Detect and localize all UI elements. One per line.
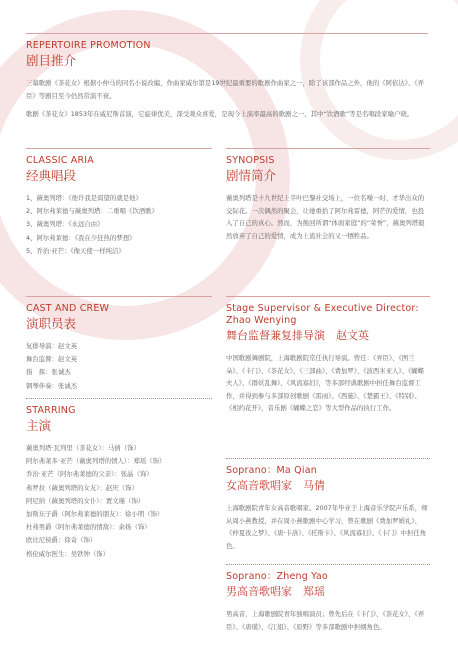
crew-item: 舞台监督：赵文英 (26, 355, 78, 364)
director-section (226, 296, 430, 415)
synopsis-text: 薇奥列塔是十九世纪上半叶巴黎社交场上，一位名噪一时、才华出众的交际花。一次偶然的聚会，让她重拾了阿尔弗雷德，阿芒的爱情，也投入了自己的真心。然而，为挽回所谓“体面家庭”的“荣誉”，薇奥列塔毅然放弃了自己的爱情，成为上流社会的又一牺牲品。 (226, 194, 425, 240)
aria-item: 1、薇奥列塔：《他许我是渴望的就是他》 (26, 194, 142, 202)
aria-item: 2、阿尔弗莱德与薇奥列塔：二重唱《饮酒歌》 (26, 207, 158, 216)
repertoire-title-en: REPERTOIRE PROMOTION (26, 40, 151, 51)
divider (226, 296, 430, 297)
tenor-title-en: Soprano：Zheng Yao (226, 571, 328, 582)
soprano-text: 上海歌剧院青年女高音歌唱家。2007年毕业于上海音乐学院声乐系，师从周小燕教授，并在周小燕歌剧中心学习，曾在歌剧《费加罗婚礼》、《仲夏夜之梦》、《唐·卡洛》、《托斯卡》、《风流寡妇》、《卡门》中担任角色。 (226, 504, 428, 550)
divider (26, 398, 212, 399)
repertoire-title-cn: 剧目推介 (26, 53, 77, 68)
tenor-text: 男高音，上海歌剧院青年独唱演员；曾先后在《卡门》、《茶花女》、《弄臣》、《唐璜》、《江姐》、《原野》等多部歌剧中担纲角色。 (226, 610, 425, 631)
repertoire-paragraph: 三幕歌剧《茶花女》根据小仲马的同名小说改编，作曲家威尔第是19世纪最重要的歌剧作曲家之一，除了该部作品之外，他的《阿依达》、《弄臣》等剧目至今仍然常演不衰。 (26, 79, 424, 100)
crew-item: 复排导演：赵文英 (26, 342, 78, 350)
cast-item: 薇奥列塔·瓦列里（茶花女）：马倩（饰） (26, 444, 140, 452)
tenor-title-cn: 男高音歌唱家 郑瑶 (226, 585, 325, 598)
divider (26, 148, 212, 149)
repertoire-paragraph: 歌剧《茶花女》1853年在威尼斯首演，它旋律优美，深受观众喜爱，是现今上演率最高的歌剧之一，其中“饮酒歌”等是名唱段家喻户晓。 (26, 110, 414, 119)
director-text: 中国歌剧舞剧院，上海歌剧院常任执行导演。曾任：《弄臣》、《图兰朵》、《卡门》、《茶花女》、《三部曲》、《费加罗》、《波西米亚人》、《蝴蝶夫人》、《群妖乱舞》、《风流寡妇》，等多部经典歌剧中担任舞台监督工作，并得到参与多部原创歌剧《雷雨》、《西施》、《楚霸王》、《特别》、《相约花开》，音乐剧《蝴蝶之恋》等大型作品的执行工作。 (226, 354, 425, 413)
starring-section (26, 398, 212, 561)
divider (226, 564, 430, 565)
synopsis-title-cn: 剧情简介 (226, 168, 277, 183)
divider (26, 296, 212, 297)
director-title-en: Stage Supervisor & Executive Director: (226, 303, 419, 314)
cast-item: 欧比尼侯爵：徐奇（饰） (26, 536, 97, 545)
divider (226, 458, 430, 459)
soprano-title-cn: 女高音歌唱家 马倩 (226, 479, 325, 492)
divider (226, 148, 430, 149)
crew-item: 钢琴伴奏：张诚杰 (26, 381, 78, 390)
classic-aria-title-en: CLASSIC ARIA (26, 155, 94, 166)
cast-item: 乔治·亚芒（阿尔弗莱德的父亲）：张晶（饰） (26, 470, 153, 479)
cast-crew-title-cn: 演职员表 (26, 316, 77, 331)
cast-item: 杜弗男爵（阿尔弗莱德的情敌）：余扬（饰） (26, 523, 151, 532)
divider (26, 33, 428, 34)
soprano-title-en: Soprano：Ma Qian (226, 465, 317, 476)
tenor-section (226, 564, 430, 633)
director-title-cn: 舞台监督兼复排导演 赵文英 (226, 329, 369, 342)
repertoire-section (26, 33, 428, 121)
cast-item: 阿尼纳（薇奥列塔的女仆）：贾文瑾（饰） (26, 496, 145, 505)
cast-crew-title-en: CAST AND CREW (26, 303, 110, 314)
cast-crew-section (26, 296, 212, 393)
soprano-section (226, 458, 430, 552)
aria-item: 5、乔治·亚芒：《像天使一样纯洁》 (26, 246, 125, 255)
starring-title-en: STARRING (26, 405, 76, 416)
synopsis-section (226, 148, 430, 242)
cast-item: 阿尔弗莱多·亚芒（薇奥列塔的情人）：郑瑶（饰） (26, 457, 166, 466)
aria-item: 4、阿尔弗莱德：《我在少狂热的梦想》 (26, 233, 136, 242)
director-name-en: Zhao Wenying (226, 315, 297, 326)
crew-item: 指 挥：张诚杰 (26, 368, 71, 377)
classic-aria-section (26, 148, 212, 258)
starring-title-cn: 主演 (26, 418, 52, 433)
synopsis-title-en: SYNOPSIS (226, 155, 275, 166)
cast-item: 弗罗拉（薇奥列塔的女友）：赵庆（饰） (26, 483, 138, 492)
cast-item: 格伦威尔医生：吴铁钟（饰） (26, 549, 110, 558)
aria-item: 3、薇奥列塔：《永远自由》 (26, 220, 104, 229)
classic-aria-title-cn: 经典唱段 (26, 168, 77, 183)
cast-item: 加斯东子爵（阿尔弗莱德的朋友）：徐小明（饰） (26, 510, 164, 519)
